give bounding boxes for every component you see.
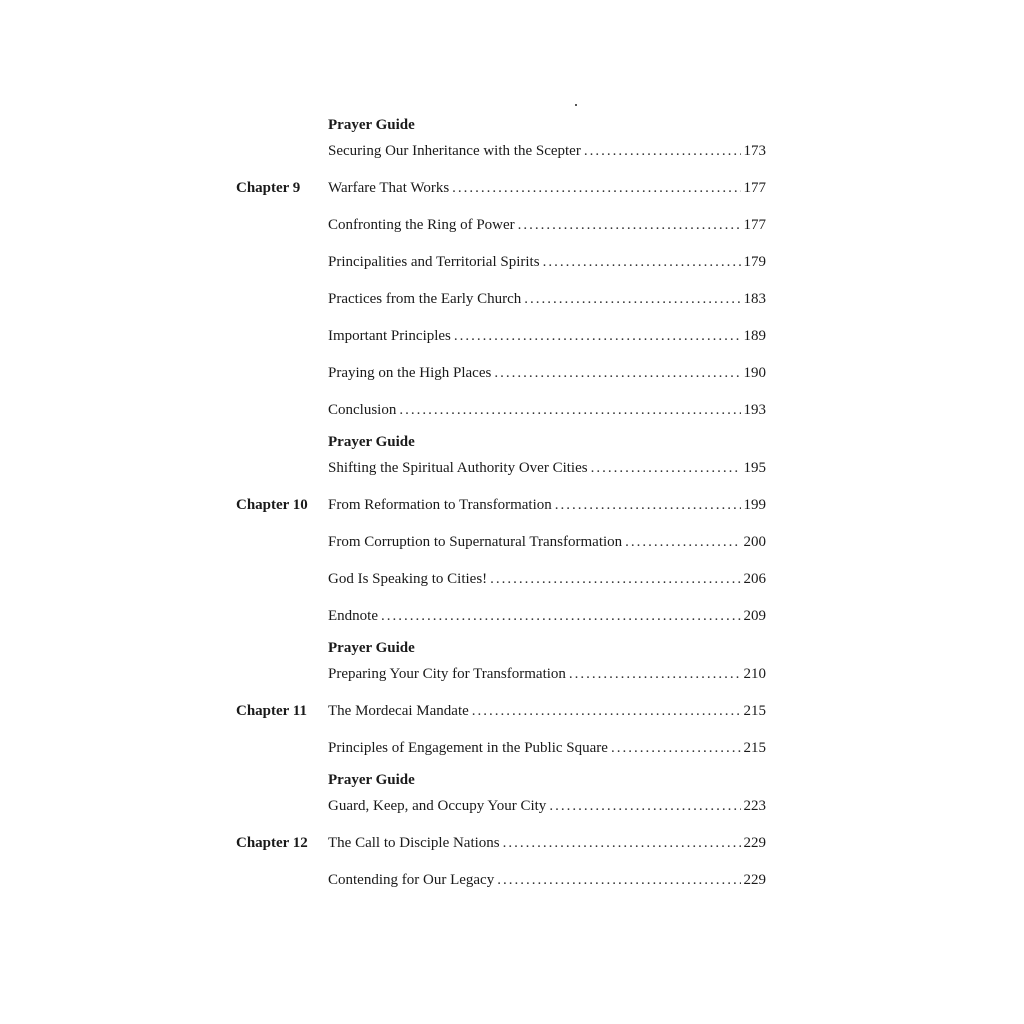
dot-leader [518, 207, 741, 244]
page-number: 209 [743, 608, 766, 624]
entry-title: Principles of Engagement in the Public Square [328, 740, 608, 756]
entry-title: The Call to Disciple Nations [328, 835, 500, 851]
dot-leader [497, 862, 740, 899]
scan-speck [575, 104, 577, 106]
toc-entry [236, 793, 766, 819]
dot-leader [494, 355, 740, 392]
entry-title: Warfare That Works [328, 180, 450, 196]
page-number: 215 [743, 740, 766, 756]
table-of-contents [236, 112, 766, 899]
chapter-entry [236, 693, 766, 730]
toc-entry [236, 730, 766, 767]
entry-title: Practices from the Early Church [328, 291, 522, 307]
entry-title: Confronting the Ring of Power [328, 217, 515, 233]
page-number: 177 [743, 180, 766, 196]
entry-title: Securing Our Inheritance with the Scepter [328, 143, 581, 159]
dot-leader [611, 730, 741, 767]
dot-leader [381, 598, 741, 635]
entry-title: From Corruption to Supernatural Transformation [328, 534, 623, 550]
page-number: 210 [743, 666, 766, 682]
page-number: 183 [743, 291, 766, 307]
page-number: 177 [743, 217, 766, 233]
prayer-guide-heading [236, 429, 766, 455]
dot-leader [399, 392, 740, 429]
chapter-label: Chapter 11 [236, 703, 307, 719]
dot-leader [503, 825, 741, 862]
dot-leader [555, 487, 741, 524]
prayer-guide-label: Prayer Guide [328, 117, 415, 133]
prayer-guide-label: Prayer Guide [328, 640, 415, 656]
prayer-guide-heading [236, 635, 766, 661]
toc-entry [236, 281, 766, 318]
page-number: 229 [743, 835, 766, 851]
prayer-guide-label: Prayer Guide [328, 434, 415, 450]
dot-leader [584, 138, 741, 164]
toc-entry [236, 207, 766, 244]
page-number: 223 [743, 798, 766, 814]
page-number: 179 [743, 254, 766, 270]
entry-title: Principalities and Territorial Spirits [328, 254, 540, 270]
entry-title: God Is Speaking to Cities! [328, 571, 488, 587]
page-number: 190 [743, 365, 766, 381]
page-number: 200 [743, 534, 766, 550]
entry-title: Contending for Our Legacy [328, 872, 495, 888]
chapter-label: Chapter 9 [236, 180, 301, 196]
entry-title: Endnote [328, 608, 378, 624]
dot-leader [591, 455, 741, 481]
dot-leader [543, 244, 741, 281]
page-number: 173 [743, 143, 766, 159]
entry-title: Shifting the Spiritual Authority Over Cities [328, 460, 588, 476]
dot-leader [490, 561, 740, 598]
chapter-label: Chapter 12 [236, 835, 308, 851]
dot-leader [454, 318, 741, 355]
chapter-entry [236, 825, 766, 862]
chapter-entry [236, 487, 766, 524]
chapter-entry [236, 170, 766, 207]
entry-title: The Mordecai Mandate [328, 703, 469, 719]
toc-entry [236, 862, 766, 899]
toc-entry [236, 598, 766, 635]
chapter-label: Chapter 10 [236, 497, 308, 513]
prayer-guide-label: Prayer Guide [328, 772, 415, 788]
page-number: 215 [743, 703, 766, 719]
page-number: 199 [743, 497, 766, 513]
prayer-guide-heading [236, 112, 766, 138]
toc-entry [236, 661, 766, 687]
entry-title: Praying on the High Places [328, 365, 492, 381]
dot-leader [569, 661, 741, 687]
page-number: 229 [743, 872, 766, 888]
dot-leader [549, 793, 740, 819]
toc-entry [236, 138, 766, 164]
toc-entry [236, 524, 766, 561]
entry-title: Preparing Your City for Transformation [328, 666, 566, 682]
dot-leader [472, 693, 741, 730]
toc-entry [236, 455, 766, 481]
entry-title: Important Principles [328, 328, 451, 344]
toc-entry [236, 355, 766, 392]
toc-entry [236, 318, 766, 355]
toc-entry [236, 244, 766, 281]
dot-leader [452, 170, 740, 207]
page-number: 206 [743, 571, 766, 587]
toc-entry [236, 392, 766, 429]
page-number: 189 [743, 328, 766, 344]
dot-leader [625, 524, 740, 561]
toc-entry [236, 561, 766, 598]
entry-title: From Reformation to Transformation [328, 497, 552, 513]
prayer-guide-heading [236, 767, 766, 793]
entry-title: Guard, Keep, and Occupy Your City [328, 798, 547, 814]
page-number: 195 [743, 460, 766, 476]
page-number: 193 [743, 402, 766, 418]
dot-leader [524, 281, 740, 318]
entry-title: Conclusion [328, 402, 397, 418]
